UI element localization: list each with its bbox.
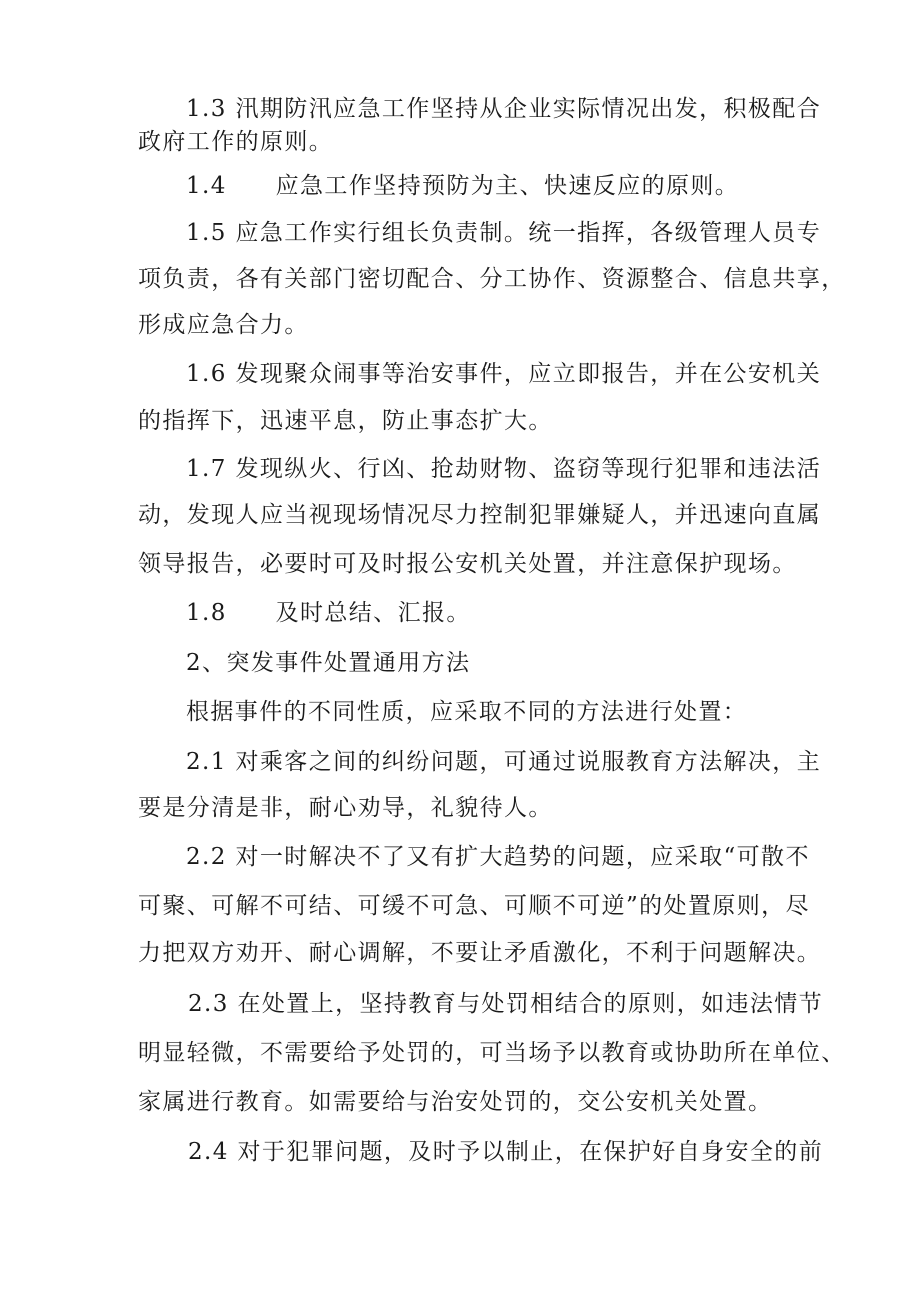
paragraph-2-3-line-3: 家属进行教育。如需要给与治安处罚的，交公安机关处置。 [138, 1089, 773, 1115]
paragraph-1-5-line-3: 形成应急合力。 [138, 312, 309, 338]
paragraph-2-2-line-1: 2.2 对一时解决不了又有扩大趋势的问题，应采取“可散不 [186, 844, 810, 870]
paragraph-2-2-line-2: 可聚、可解不可结、可缓不可急、可顺不可逆”的处置原则，尽 [138, 893, 810, 919]
paragraph-2-4-line-1: 2.4 对于犯罪问题，及时予以制止，在保护好自身安全的前 [188, 1139, 824, 1165]
section-2-heading: 2、突发事件处置通用方法 [186, 650, 471, 676]
paragraph-1-7-line-3: 领导报告，必要时可及时报公安机关处置，并注意保护现场。 [138, 551, 797, 577]
paragraph-1-6-line-1: 1.6 发现聚众闹事等治安事件，应立即报告，并在公安机关 [186, 361, 822, 387]
paragraph-2-1-line-1: 2.1 对乘客之间的纠纷问题，可通过说服教育方法解决，主 [186, 749, 822, 775]
paragraph-2-3-line-1: 2.3 在处置上，坚持教育与处罚相结合的原则，如违法情节 [188, 991, 824, 1017]
paragraph-2-3-line-2: 明显轻微，不需要给予处罚的，可当场予以教育或协助所在单位、 [138, 1040, 846, 1066]
paragraph-1-5-line-2: 项负责，各有关部门密切配合、分工协作、资源整合、信息共享， [138, 266, 846, 292]
paragraph-1-8-line-1: 1.8 及时总结、汇报。 [186, 600, 471, 626]
paragraph-1-7-line-1: 1.7 发现纵火、行凶、抢劫财物、盗窃等现行犯罪和违法活 [186, 456, 822, 482]
paragraph-2-1-line-2: 要是分清是非，耐心劝导，礼貌待人。 [138, 795, 553, 821]
paragraph-1-5-line-1: 1.5 应急工作实行组长负责制。统一指挥，各级管理人员专 [186, 220, 822, 246]
paragraph-1-4-line-1: 1.4 应急工作坚持预防为主、快速反应的原则。 [186, 173, 740, 199]
paragraph-1-3-line-2: 政府工作的原则。 [138, 129, 334, 155]
paragraph-1-6-line-2: 的指挥下，迅速平息，防止事态扩大。 [138, 408, 553, 434]
paragraph-1-7-line-2: 动，发现人应当视现场情况尽力控制犯罪嫌疑人，并迅速向直属 [138, 502, 822, 528]
paragraph-2-2-line-3: 力把双方劝开、耐心调解，不要让矛盾激化，不利于问题解决。 [138, 940, 822, 966]
paragraph-1-3-line-1: 1.3 汛期防汛应急工作坚持从企业实际情况出发，积极配合 [186, 96, 822, 122]
section-2-intro: 根据事件的不同性质，应采取不同的方法进行处置： [186, 699, 748, 725]
